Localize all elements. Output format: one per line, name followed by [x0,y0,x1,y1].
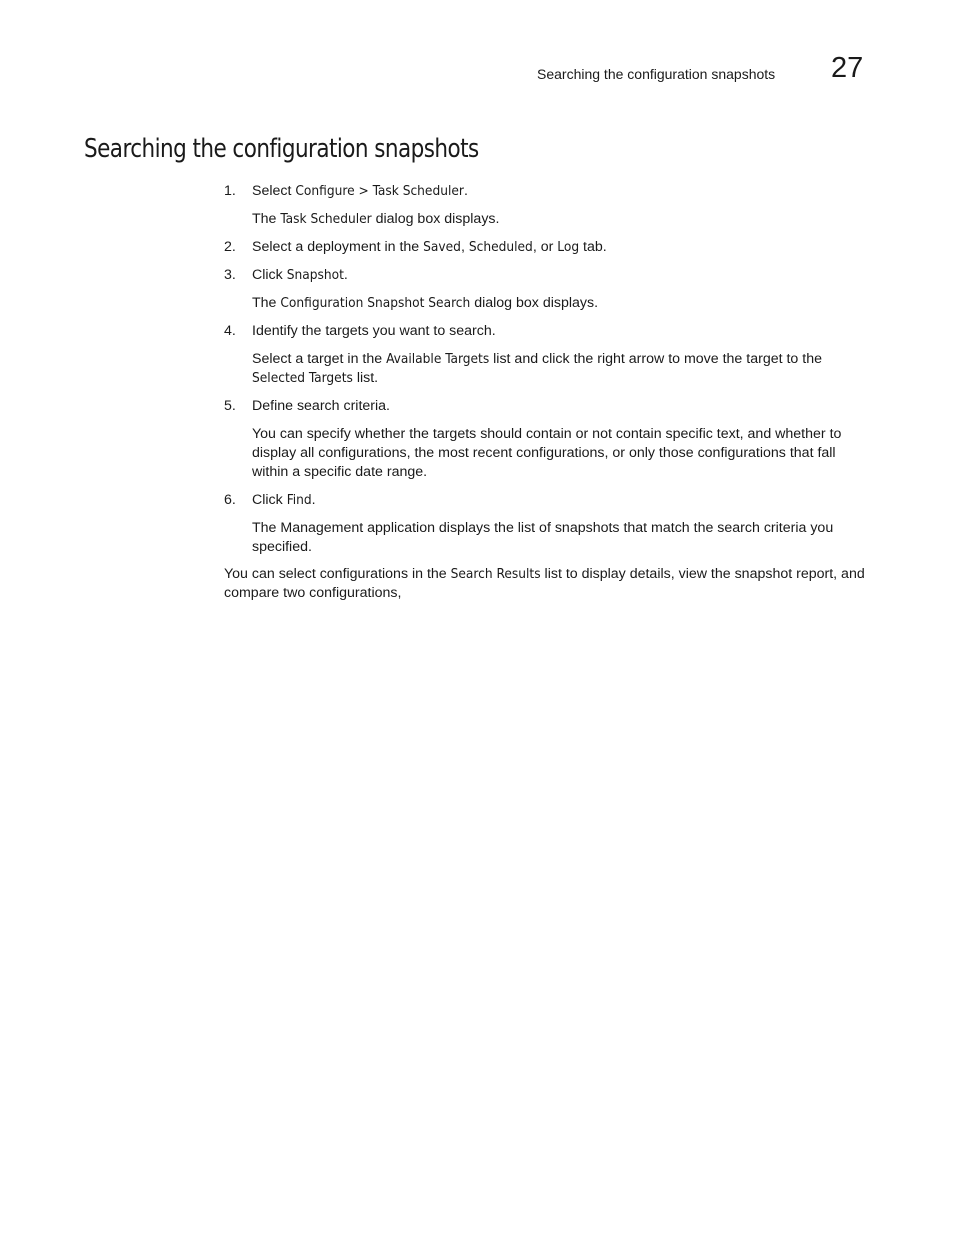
step-number: 6. [224,492,236,508]
ui-term: Configuration Snapshot Search [280,295,471,311]
section-title: Searching the configuration snapshots [84,134,479,164]
step-number: 1. [224,183,236,199]
step-text [252,182,870,201]
ui-term: Snapshot [286,267,344,283]
text-run: You can select configurations in the [224,566,451,582]
ui-term: Task Scheduler [280,211,372,227]
text-run: Define search criteria. [252,398,390,414]
chapter-number: 27 [831,52,864,84]
text-run: , or [532,239,558,255]
step-text [252,322,870,341]
text-run: You can specify whether the targets should contain or not contain specific text, and whether to display all configurations, the most recent configurations, or only those configurations that fall within a specific date range. [252,426,842,480]
step-number: 4. [224,323,236,339]
ui-term: Available Targets [386,351,490,367]
step-result-note [252,425,870,481]
text-run: dialog box displays. [371,211,500,227]
text-run: Click [252,492,287,508]
running-header-title: Searching the configuration snapshots [537,66,776,82]
step-text [252,238,870,257]
step-result-note [252,519,870,557]
text-run: list to display details, view the snapshot report, and compare two configurations, [224,566,865,601]
text-run: dialog box displays. [470,295,599,311]
text-run: list. [352,369,379,386]
text-run: The Management application displays the list of snapshots that match the search criteria you specified. [252,520,834,555]
ui-term: Selected Targets [252,369,353,386]
text-run: list and click the right arrow to move the target to the [489,351,822,367]
step-result-note [252,294,870,313]
text-run: , [460,239,469,255]
step-text [252,397,870,416]
step-text [252,491,870,510]
text-run: tab. [579,239,607,255]
step-text [252,266,870,285]
text-run: Select a target in the [252,351,387,367]
text-run: Select [252,183,296,199]
text-run: Identify the targets you want to search. [252,323,496,339]
step-number: 3. [224,267,236,283]
ui-term: Search Results [450,566,541,582]
text-run: Select a deployment in the [252,239,424,255]
step-number: 5. [224,398,236,414]
step-result-note [252,210,870,229]
ui-term: Log [557,239,580,255]
ui-term: Scheduled [468,239,533,255]
text-run: The [252,211,281,227]
ui-term: Configure > Task Scheduler [295,183,464,199]
text-run: Click [252,267,287,283]
closing-paragraph [224,565,870,603]
text-run: . [311,492,316,508]
text-run: The [252,295,281,311]
text-run: . [343,267,348,283]
step-number: 2. [224,239,236,255]
ui-term: Find [286,492,312,508]
step-result-note [252,350,870,388]
text-run: . [463,183,468,199]
ui-term: Saved [423,239,461,255]
